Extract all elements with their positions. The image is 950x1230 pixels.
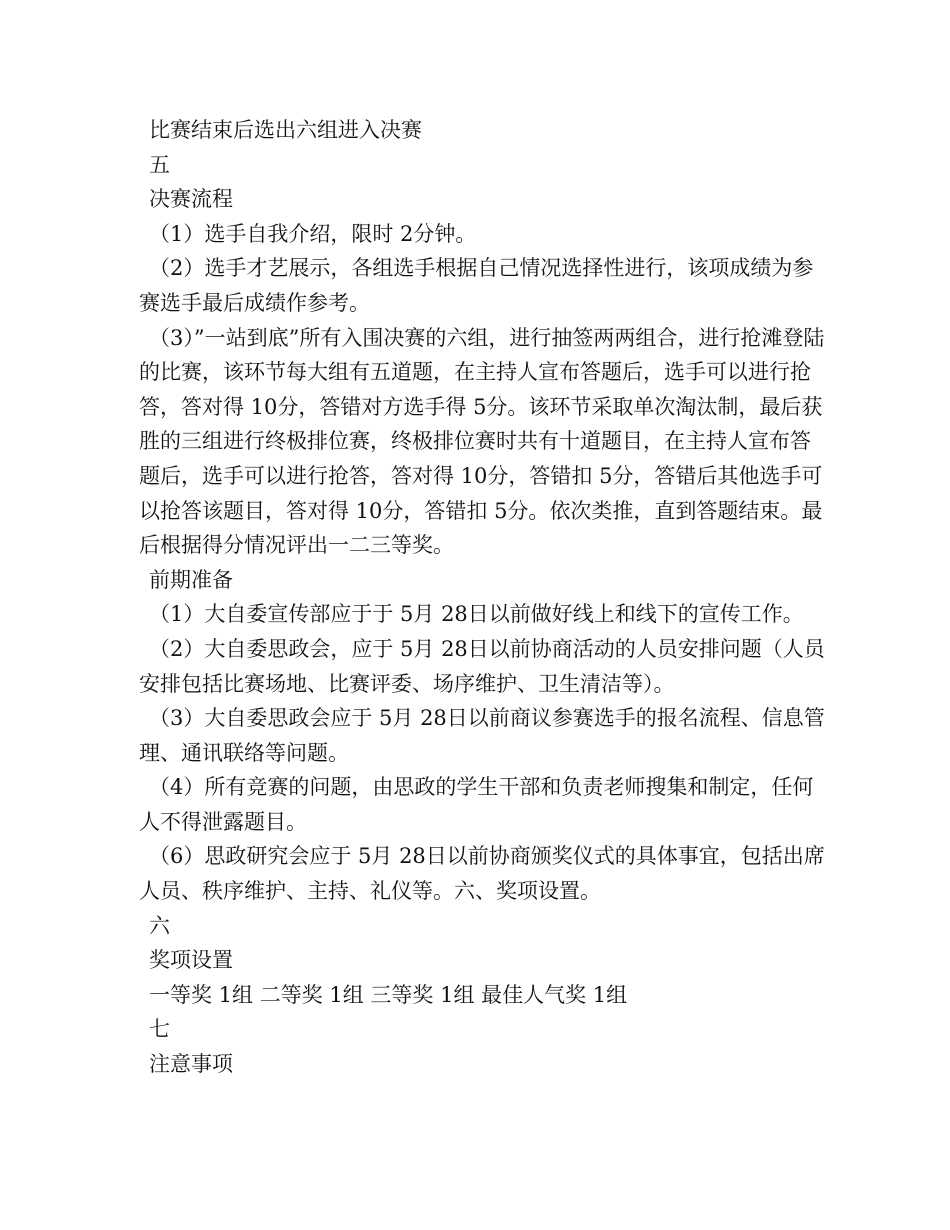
paragraph-talent-show: （2）选手才艺展示，各组选手根据自己情况选择性进行，该项成绩为参赛选手最后成绩作参考。 bbox=[139, 256, 814, 315]
section-title-awards: 奖项设置 bbox=[149, 948, 233, 973]
paragraph-self-intro: （1）选手自我介绍，限时 2分钟。 bbox=[149, 221, 477, 246]
paragraph-questions: （4）所有竞赛的问题，由思政的学生干部和负责老师搜集和制定，任何人不得泄露题目。 bbox=[139, 775, 814, 834]
section-title-notes: 注意事项 bbox=[149, 1052, 233, 1077]
text-line-final-selection: 比赛结束后选出六组进入决赛 bbox=[149, 118, 422, 142]
section-number-six: 六 bbox=[149, 913, 170, 938]
section-number-five: 五 bbox=[149, 152, 170, 177]
paragraph-registration: （3）大自委思政会应于 5月 28日以前商议参赛选手的报名流程、信息管理、通讯联络等问题。 bbox=[139, 706, 825, 765]
paragraph-staffing: （2）大自委思政会，应于 5月 28日以前协商活动的人员安排问题（人员安排包括比赛场地、比赛评委、场序维护、卫生清洁等）。 bbox=[139, 636, 825, 696]
paragraph-award-ceremony: （6）思政研究会应于 5月 28日以前协商颁奖仪式的具体事宜，包括出席人员、秩序维护、主持、礼仪等。六、奖项设置。 bbox=[139, 844, 825, 904]
paragraph-publicity: （1）大自委宣传部应于于 5月 28日以前做好线上和线下的宣传工作。 bbox=[149, 602, 804, 627]
section-title-final-process: 决赛流程 bbox=[149, 187, 233, 212]
paragraph-one-stand-to-end: （3）”一站到底”所有入围决赛的六组，进行抽签两两组合，进行抢滩登陆的比赛，该环节每大组有五道题，在主持人宣布答题后，选手可以进行抢答，答对得 10分，答错对方选手得 5分。该环节采取单次淘汰制，最后获胜的三组进行终极排位赛，终极排位赛时共有十道题目，在主持人宣布答题后，选手可以进行抢答，答对得 10分，答错扣 5分，答错后其他选手可以抢答该题目，答对得 10分，答错扣 5分。依次类推，直到答题结束。最后根据得分情况评出一二三等奖。 bbox=[139, 325, 825, 558]
awards-list: 一等奖 1组 二等奖 1组 三等奖 1组 最佳人气奖 1组 bbox=[149, 982, 628, 1007]
document-body bbox=[139, 113, 829, 1082]
section-number-seven: 七 bbox=[149, 1017, 170, 1042]
section-title-preparation: 前期准备 bbox=[149, 567, 233, 592]
